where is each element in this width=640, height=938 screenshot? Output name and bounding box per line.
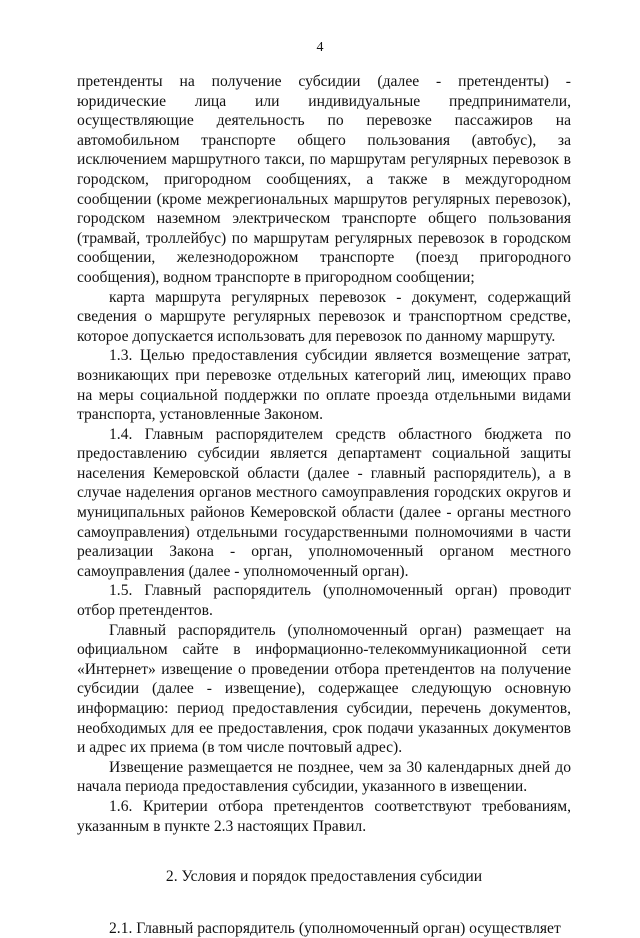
paragraph-notice-publication: Главный распорядитель (уполномоченный орган) размещает на официальном сайте в информационно-телекоммуникационной сети «Интернет» извещение о проведении отбора претендентов на получение субсидии (далее - извещение), содержащее следующую основную информацию: период предоставления субсидии, перечень документов, необходимых для ее предоставления, срок подачи указанных документов и адрес их приема (в том числе почтовый адрес). bbox=[77, 621, 571, 757]
page-number: 4 bbox=[316, 40, 324, 55]
paragraph-1-5: 1.5. Главный распорядитель (уполномоченный орган) проводит отбор претендентов. bbox=[77, 582, 571, 620]
paragraph-definition-applicants: претенденты на получение субсидии (далее - претенденты) - юридические лица или индивидуальные предприниматели, осуществляющие деятельность по перевозке пассажиров на автомобильном транспорте общего пользования (автобус), за исключением маршрутного такси, по маршрутам регулярных перевозок в городском, пригородном сообщениях, а также в междугородном сообщении (кроме межрегиональных маршрутов регулярных перевозок), городском наземном электрическом транспорте общего пользования (трамвай, троллейбус) по маршрутам регулярных перевозок в городском сообщении, железнодорожном транспорте (поезд пригородного сообщения), водном транспорте в пригородном сообщении; bbox=[77, 73, 571, 286]
paragraph-2-1: 2.1. Главный распорядитель (уполномоченный орган) осуществляет bbox=[109, 919, 561, 937]
paragraph-1-3: 1.3. Целью предоставления субсидии является возмещение затрат, возникающих при перевозке отдельных категорий лиц, имеющих право на меры социальной поддержки по оплате проезда отдельными видами транспорта, установленные Законом. bbox=[77, 347, 571, 424]
paragraph-definition-route-map: карта маршрута регулярных перевозок - документ, содержащий сведения о маршруте регулярных перевозок и транспортном средстве, которое допускается использовать для перевозок по данному маршруту. bbox=[77, 288, 571, 345]
paragraph-notice-deadline: Извещение размещается не позднее, чем за 30 календарных дней до начала периода предоставления субсидии, указанного в извещении. bbox=[77, 758, 571, 796]
page-body bbox=[77, 72, 571, 938]
paragraph-1-6: 1.6. Критерии отбора претендентов соответствуют требованиям, указанным в пункте 2.3 настоящих Правил. bbox=[77, 797, 571, 835]
section-heading: 2. Условия и порядок предоставления субсидии bbox=[165, 868, 483, 886]
paragraph-1-4: 1.4. Главным распорядителем средств областного бюджета по предоставлению субсидии является департамент социальной защиты населения Кемеровской области (далее - главный распорядитель), а в случае наделения органов местного самоуправления городских округов и муниципальных районов Кемеровской области (далее - органы местного самоуправления) отдельными государственными полномочиями в части реализации Закона - орган, уполномоченный органом местного самоуправления (далее - уполномоченный орган). bbox=[77, 425, 571, 580]
